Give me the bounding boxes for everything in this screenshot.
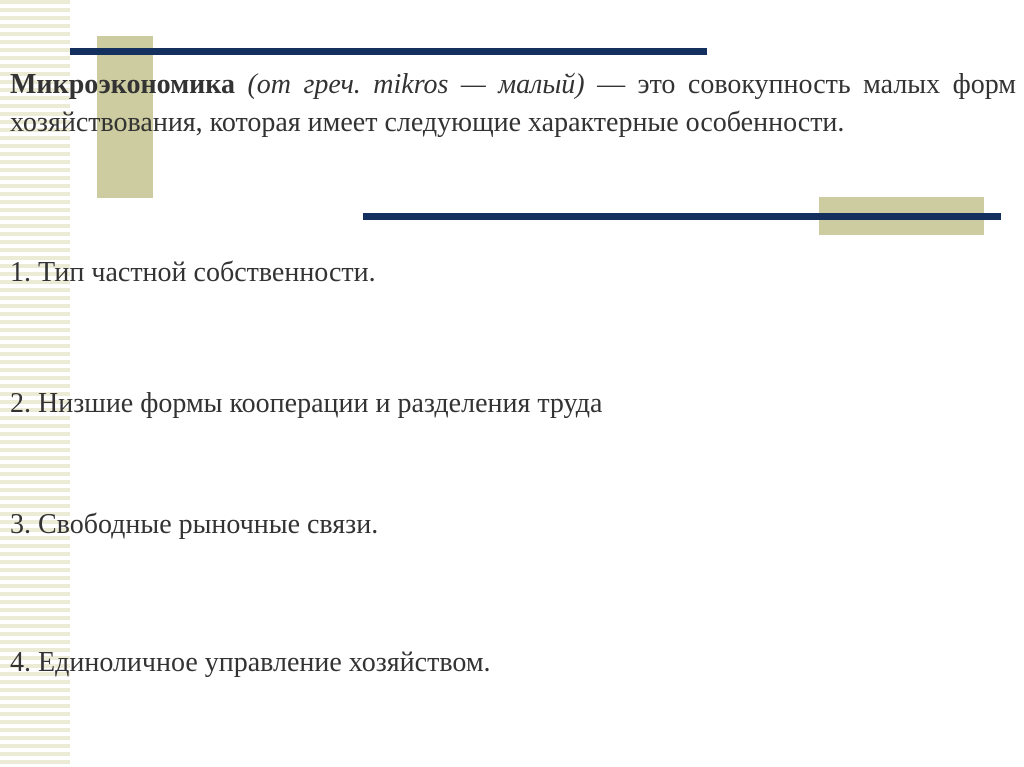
top-rule — [70, 48, 707, 55]
feature-item-4: 4. Единоличное управление хозяйством. — [10, 647, 491, 678]
feature-item-3: 3. Свободные рыночные связи. — [10, 509, 379, 540]
definition-paragraph — [10, 66, 1016, 142]
definition-text: — это совокупность малых форм хозяйствования, которая имеет следующие характерные особенности. — [10, 69, 1017, 138]
feature-item-1: 1. Тип частной собственности. — [10, 257, 376, 288]
middle-rule — [363, 213, 1001, 220]
definition-term: Микроэкономика — [10, 69, 235, 100]
feature-item-2: 2. Низшие формы кооперации и разделения труда — [10, 388, 603, 419]
definition-etymology: (от греч. mikros — малый) — [247, 69, 585, 100]
